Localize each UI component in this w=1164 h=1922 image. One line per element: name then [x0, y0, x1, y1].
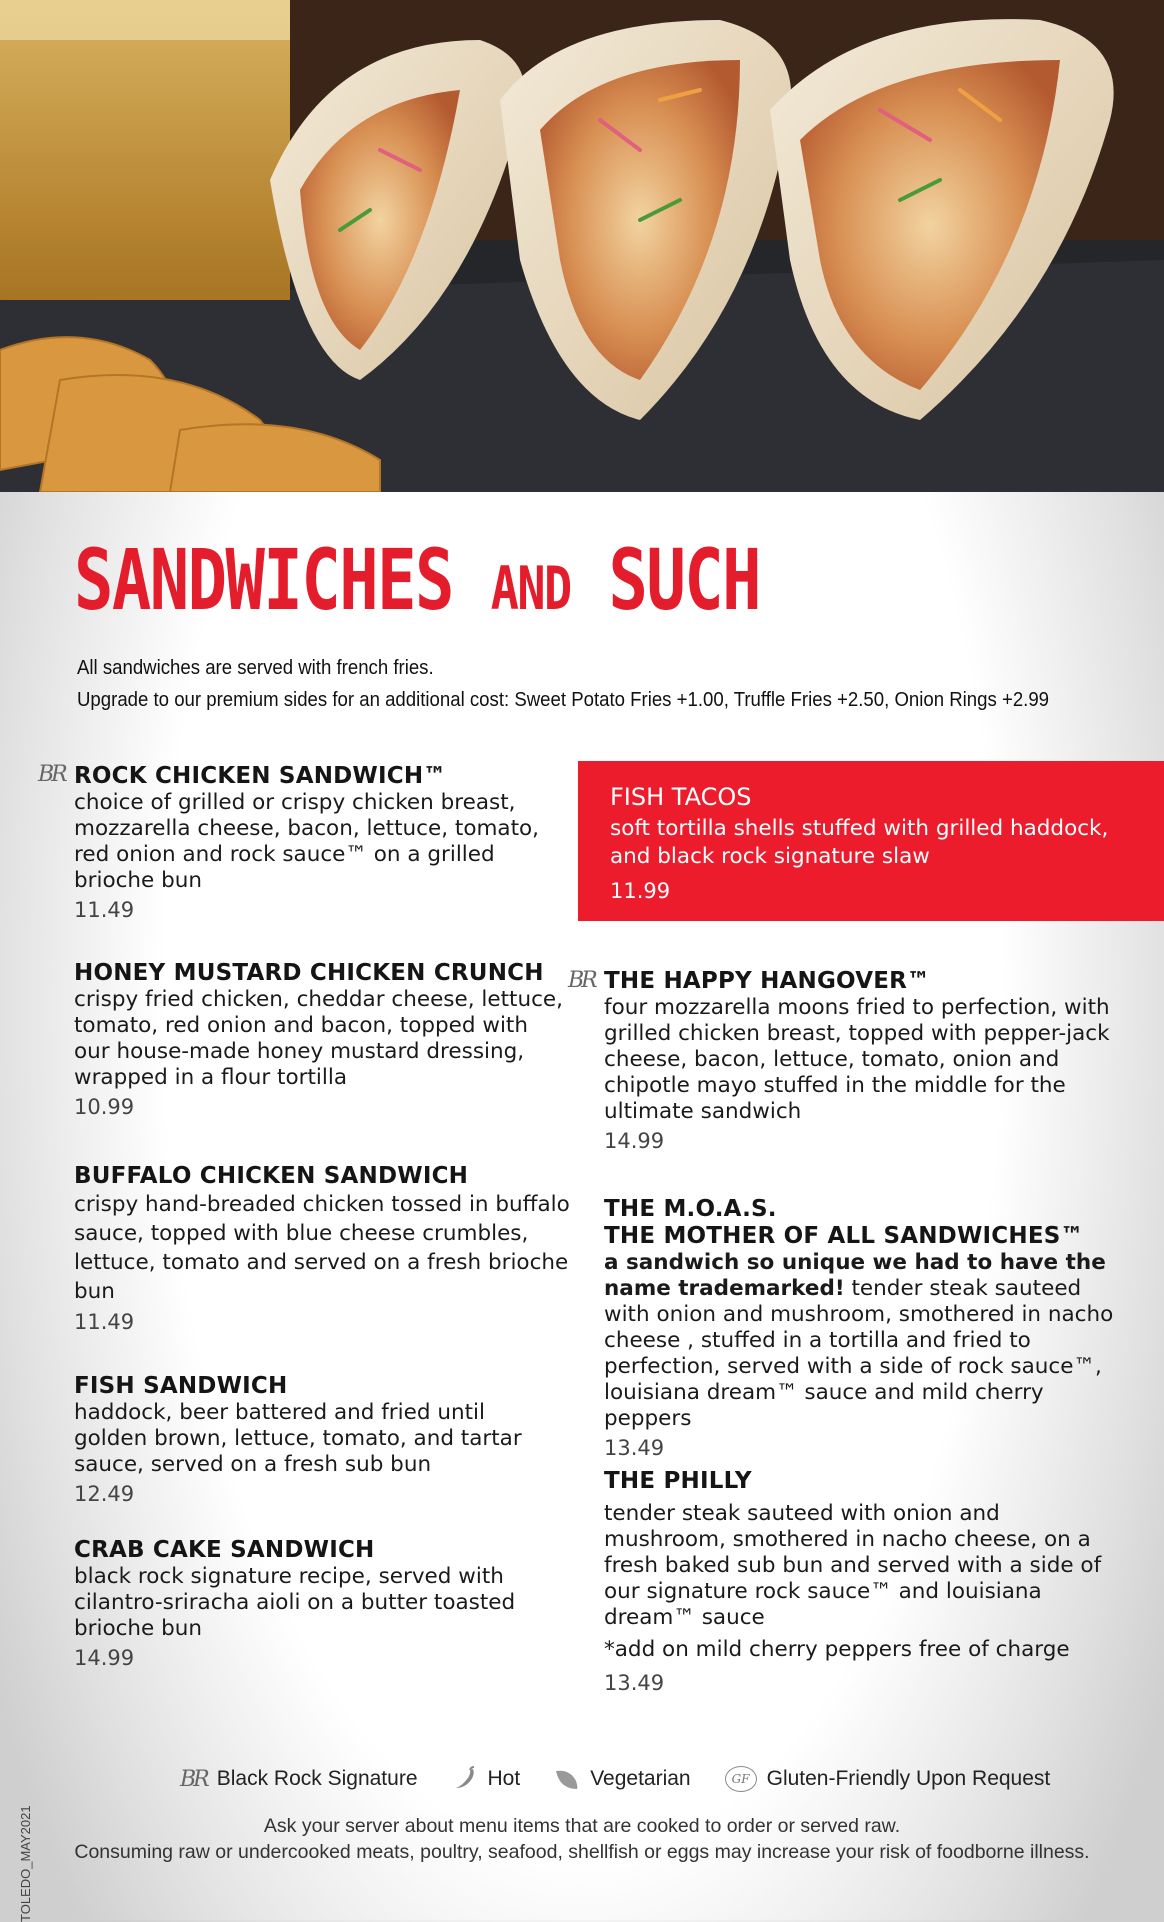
item-description: black rock signature recipe, served with cilantro-sriracha aioli on a butter toasted brioche bun: [74, 1564, 516, 1641]
item-note: *add on mild cherry peppers free of charge: [604, 1637, 1070, 1662]
item-description: choice of grilled or crispy chicken breast, mozzarella cheese, bacon, lettuce, tomato, red onion and rock sauce™ on a grilled brioche bun: [74, 790, 540, 893]
item-price: 12.49: [74, 1482, 135, 1506]
item-price: 10.99: [74, 1095, 135, 1119]
legend: [180, 1766, 1050, 1792]
intro-line-fries: All sandwiches are served with french fries.: [77, 657, 434, 679]
item-name: ROCK CHICKEN SANDWICH™: [74, 763, 447, 789]
item-description: four mozzarella moons fried to perfection, with grilled chicken breast, topped with pepper-jack cheese, bacon, lettuce, tomato, onion and chipotle mayo stuffed in the middle for the ultimate sandwich: [604, 995, 1110, 1124]
menu-item: [74, 1373, 544, 1508]
item-name: BUFFALO CHICKEN SANDWICH: [74, 1163, 469, 1189]
hero-photo-fish-tacos: [0, 0, 1164, 492]
menu-item: [74, 1163, 579, 1336]
legend-signature: Black Rock Signature: [216, 1767, 418, 1790]
menu-item: [74, 763, 554, 924]
menu-item: [74, 960, 564, 1121]
item-price: 11.49: [74, 898, 135, 922]
print-code: TOLEDO_MAY2021: [18, 1805, 33, 1922]
gluten-friendly-icon: GF: [725, 1766, 757, 1792]
item-description-text: tender steak sauteed with onion and mushroom, smothered in nacho cheese , stuffed in a tortilla and fried to perfection, served with a side of rock sauce™, louisiana dream™ sauce and mild cherry peppers: [604, 1276, 1114, 1431]
menu-item: [74, 1537, 544, 1672]
title-word-and: AND: [490, 554, 571, 624]
item-name: CRAB CAKE SANDWICH: [74, 1537, 375, 1563]
disclaimer-line-2: Consuming raw or undercooked meats, poultry, seafood, shellfish or eggs may increase your risk of foodborne illness.: [74, 1841, 1090, 1863]
item-name: HONEY MUSTARD CHICKEN CRUNCH: [74, 960, 544, 986]
item-price: 11.49: [74, 1310, 135, 1334]
item-description: [604, 1250, 1124, 1432]
item-price: 14.99: [74, 1646, 135, 1670]
legend-hot: Hot: [487, 1767, 521, 1790]
intro-text: [77, 652, 1049, 716]
featured-item-fish-tacos: [578, 761, 1164, 921]
item-name: THE HAPPY HANGOVER™: [604, 968, 931, 994]
title-word-sandwiches: SANDWICHES: [74, 531, 453, 629]
black-rock-signature-icon: BR: [38, 762, 65, 787]
hot-pepper-icon: [452, 1766, 478, 1792]
tacos-illustration: [0, 0, 1164, 492]
legend-vegetarian: Vegetarian: [590, 1767, 691, 1790]
item-name: THE PHILLY: [604, 1468, 752, 1494]
title-word-such: SUCH: [608, 531, 761, 629]
item-tagline: a sandwich so unique we had to have the name trademarked!: [604, 1250, 1106, 1301]
disclaimer-line-1: Ask your server about menu items that are cooked to order or served raw.: [263, 1815, 901, 1837]
vegetarian-leaf-icon: [554, 1767, 580, 1791]
item-description: crispy hand-breaded chicken tossed in buffalo sauce, topped with blue cheese crumbles, lettuce, tomato and served on a fresh brioche bun: [74, 1192, 570, 1304]
item-name: FISH TACOS: [610, 783, 752, 811]
item-description: haddock, beer battered and fried until golden brown, lettuce, tomato, and tartar sauce, served on a fresh sub bun: [74, 1400, 522, 1477]
menu-item: [604, 1196, 1124, 1462]
intro-line-upgrades: Upgrade to our premium sides for an additional cost: Sweet Potato Fries +1.00, Truffle Fries +2.50, Onion Rings +2.99: [77, 689, 1050, 711]
black-rock-signature-icon: BR: [180, 1766, 207, 1792]
item-name: THE M.O.A.S.: [604, 1196, 777, 1222]
item-description: soft tortilla shells stuffed with grilled haddock, and black rock signature slaw: [610, 816, 1109, 869]
item-price: 11.99: [610, 879, 671, 903]
item-description: crispy fried chicken, cheddar cheese, lettuce, tomato, red onion and bacon, topped with our house-made honey mustard dressing, wrapped in a flour tortilla: [74, 987, 563, 1090]
item-price: 13.49: [604, 1671, 665, 1695]
item-description: tender steak sauteed with onion and mushroom, smothered in nacho cheese, on a fresh baked sub bun and served with a side of our signature rock sauce™ and louisiana dream™ sauce: [604, 1501, 1102, 1630]
black-rock-signature-icon: BR: [568, 968, 595, 993]
item-name-subtitle: THE MOTHER OF ALL SANDWICHES™: [604, 1223, 1084, 1249]
item-price: 13.49: [604, 1436, 665, 1460]
legend-gluten-friendly: Gluten-Friendly Upon Request: [766, 1767, 1051, 1790]
item-price: 14.99: [604, 1129, 665, 1153]
menu-item: [604, 968, 1124, 1155]
section-title: [74, 531, 761, 629]
item-name: FISH SANDWICH: [74, 1373, 288, 1399]
menu-item: [604, 1468, 1124, 1697]
